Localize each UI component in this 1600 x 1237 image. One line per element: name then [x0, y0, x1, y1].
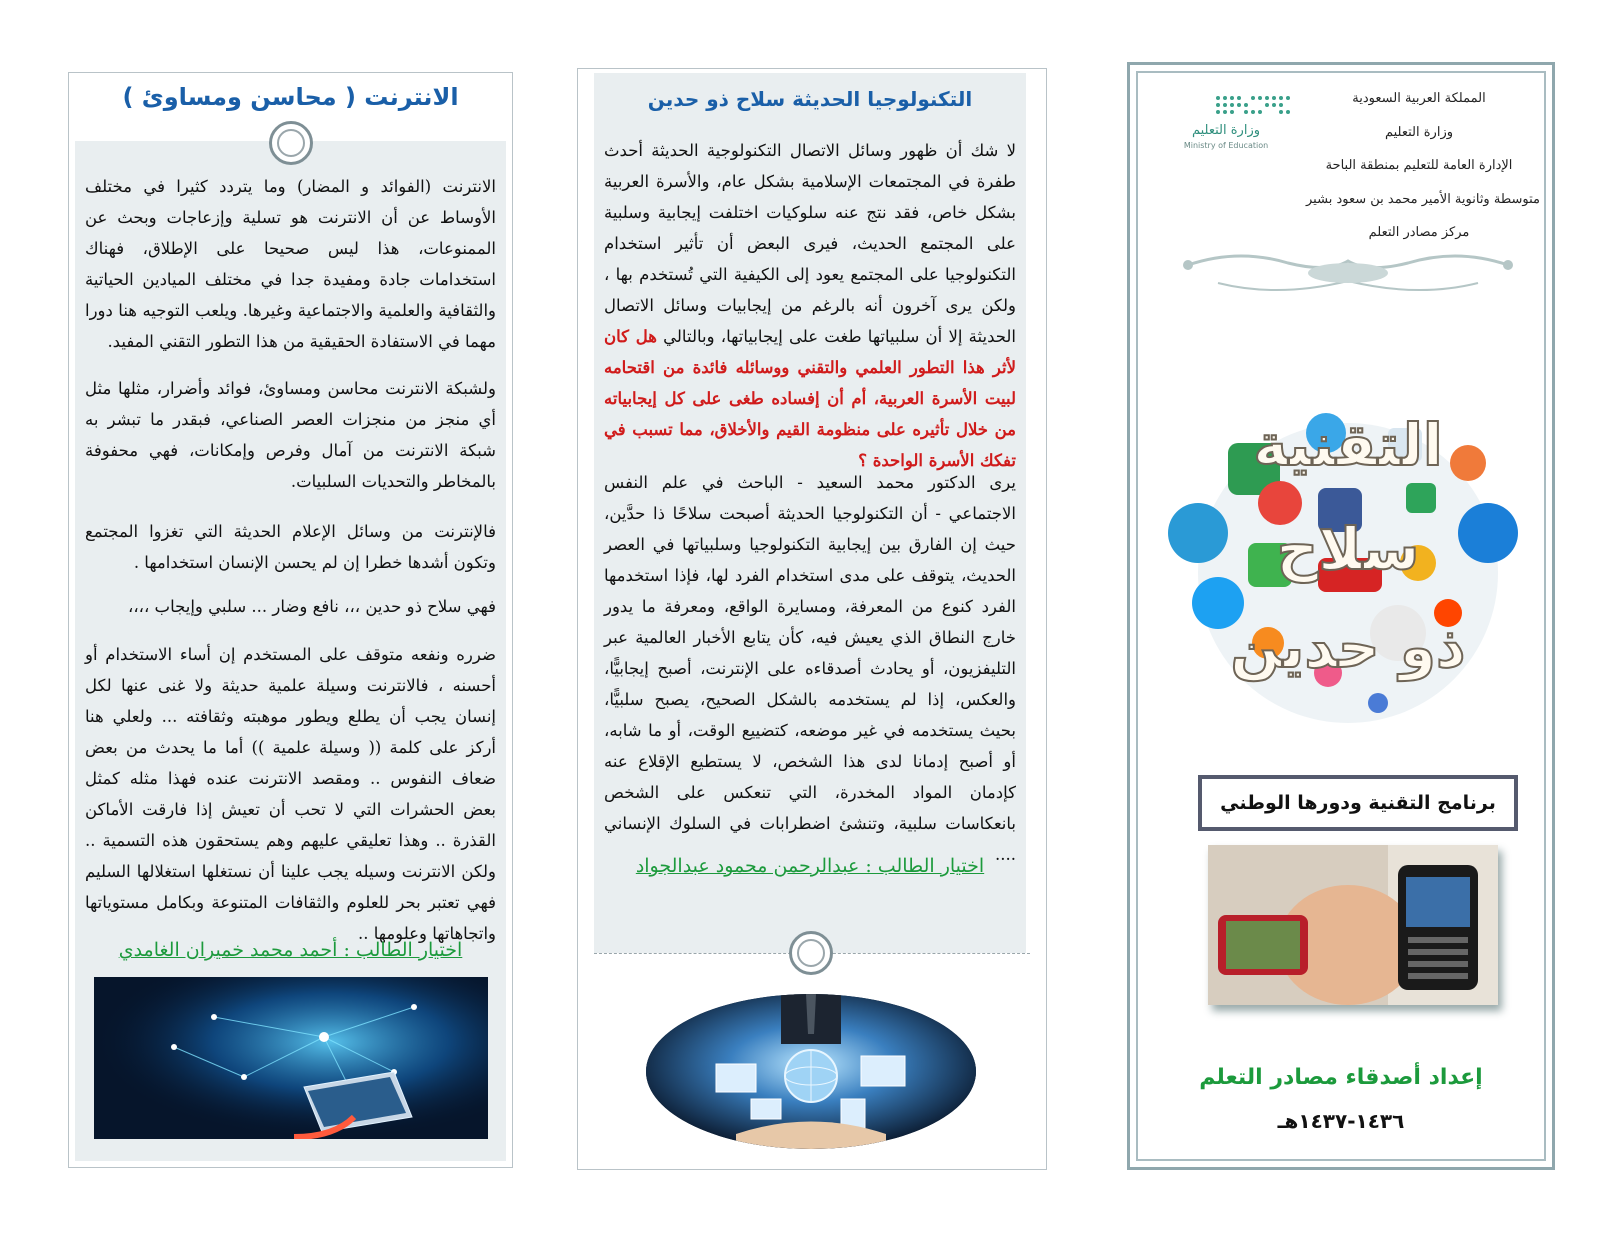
ring-ornament: [789, 931, 833, 975]
left-paragraph-2: ولشبكة الانترنت محاسن ومساوئ، فوائد وأضرار، مثلها مثل أي منجز من منجزات العصر الصناعي، فبقدر ما تبشر به شبكة الانترنت من آمال وفرص وإمكانات، فهي محفوفة بالمخاطر والتحديات السلبيات.: [85, 379, 496, 491]
left-paragraph-3: فالإنترنت من وسائل الإعلام الحديثة التي تغزوا المجتمع وتكون أشدها خطرا إن لم يحسن الإنسان استخدامها .: [85, 522, 496, 572]
cloud-text-double-edged: ذو حدين: [1230, 613, 1466, 681]
hands-globe-image: [646, 994, 976, 1149]
cloud-text-technology: التقنية: [1253, 411, 1443, 479]
hands-globe-graphic: [646, 994, 976, 1149]
program-title-box: برنامج التقنية ودورها الوطني: [1198, 775, 1518, 831]
middle-paragraph-1: [604, 135, 1016, 476]
flourish-ornament: [1178, 243, 1518, 303]
header-line-ministry: وزارة التعليم: [1384, 125, 1454, 140]
cover-panel: [1127, 62, 1555, 1170]
left-paragraph-4: فهي سلاح ذو حدين ،،، نافع وضار ... سلبي وإيجاب ،،،،: [128, 597, 496, 616]
ring-ornament: [269, 121, 313, 165]
header-line-directorate: الإدارة العامة للتعليم بمنطقة الباحة: [1325, 158, 1513, 173]
ministry-logo-dots-icon: [1168, 93, 1298, 123]
middle-panel-title: التكنولوجيا الحديثة سلاح ذو حدين: [647, 87, 973, 111]
phone-photo-graphic: [1208, 845, 1498, 1005]
middle-student-credit: اختيار الطالب : عبدالرحمن محمود عبدالجواد: [635, 855, 985, 877]
prepared-by: إعداد أصدقاء مصادر التعلم: [1199, 1065, 1483, 1090]
left-student-credit: اختيار الطالب : أحمد محمد خميران الغامدي: [118, 939, 463, 961]
ministry-logo-arabic: وزارة التعليم: [1191, 123, 1261, 138]
header-line-country: المملكة العربية السعودية: [1352, 91, 1486, 106]
left-panel-title: الانترنت ( محاسن ومساوئ ): [122, 83, 459, 111]
cover-frame: [1136, 71, 1546, 1161]
left-paragraph-1: الانترنت (الفوائد و المضار) وما يتردد كثيرا في مختلف الأوساط عن أن الانترنت هو تسلية وإزعاجات وبحث عن الممنوعات، هذا ليس صحيحا على الإطلاق، فهناك استخدامات جادة ومفيدة جدا في مختلف الميادين الحياتية والثقافية والعلمية والاجتماعية وغيرها. ويلعب التوجيه هنا دورا مهما في الاستفادة الحقيقية من هذا التطور التقني المفيد.: [85, 177, 496, 351]
middle-panel-body: [594, 73, 1026, 953]
ministry-logo-english: Ministry of Education: [1183, 141, 1269, 150]
header-line-school: متوسطة وثانوية الأمير محمد بن سعود بشير: [1306, 192, 1540, 207]
left-panel: [68, 72, 513, 1168]
hijri-years: ١٤٣٦-١٤٣٧هـ: [1277, 1109, 1405, 1133]
middle-panel: [577, 68, 1047, 1170]
ministry-logo: [1168, 93, 1298, 163]
middle-highlight-question: هل كان لأثر هذا التطور العلمي والتقني ووسائله فائدة من اقتحامه لبيت الأسرة العربية، أم أن إفساده طغى على كل إيجابياته من خلال تأثيره على منظومة القيم والأخلاق، مما تسبب في تفكك الأسرة الواحدة ؟: [604, 327, 1016, 470]
header-line-center: مركز مصادر التعلم: [1368, 225, 1470, 240]
network-technology-graphic: [94, 977, 488, 1139]
social-media-icon-cloud: [1168, 403, 1528, 743]
middle-paragraph-1-text: لا شك أن ظهور وسائل الاتصال التكنولوجية الحديثة أحدث طفرة في المجتمعات الإسلامية بشكل عام، والأسرة العربية بشكل خاص، فقد نتج عنه سلوكيات اختلفت إيجابية وسلبية على المجتمع الحديث، فيرى البعض أن تأثير استخدام التكنولوجيا على المجتمع يعود إلى الكيفية التي تُستخدم بها ، ولكن يرى آخرون أنه بالرغم من إيجابيات وسائل الاتصال الحديثة إلا أن سلبياتها طغت على إيجابياتها، وبالتالي: [604, 141, 1016, 346]
cloud-text-weapon: سلاح: [1276, 515, 1420, 583]
left-panel-body: [75, 141, 506, 1161]
middle-paragraph-2: يرى الدكتور محمد السعيد - الباحث في علم النفس الاجتماعي - أن التكنولوجيا الحديثة أصبحت سلاحًا ذا حدَّين، حيث إن الفارق بين إيجابية التكنولوجيا وسلبياتها في العصر الحديث، يتوقف على مدى استخدام الفرد لها، فإذا استخدمها الفرد كنوع من المعرفة، ومسايرة الواقع، ومعرفة ما يدور خارج النطاق الذي يعيش فيه، كأن يتابع الأخبار العالمية عبر التليفزيون، أو يحادث أصدقاءه على الإنترنت، أصبح إيجابيًّا، والعكس، إذا لم يستخدمه بالشكل الصحيح، يصبح سلبيًّا، بحيث يستخدمه في غير موضعه، كتضييع الوقت، أو ما شابه، أو أصبح إدمانا لدى هذا الشخص، لا يستطيع الإقلاع عنه كإدمان المواد المخدرة، التي تنعكس على الشخص بانعكاسات سلبية، وتنشئ اضطرابات في السلوك الإنساني ....: [604, 473, 1016, 864]
phone-photo: [1208, 845, 1498, 1005]
network-technology-image: [94, 977, 488, 1139]
left-paragraph-5: ضرره ونفعه متوقف على المستخدم إن أساء الاستخدام أو أحسنه ، فالانترنت وسيلة علمية حديثة ولا غنى عنها لكل إنسان يجب أن يطلع ويطور موهبته وثقافته ... ولعلي هنا أركز على كلمة (( وسيلة علمية )) أما ما يحدث من بعض ضعاف النفوس .. ومقصد الانترنت عنده فهذا مثله كمثل بعض الحشرات التي لا تحب أن تعيش إذا فارقت الأماكن القذرة .. وهذا تعليقي عليهم وهم يستحقون هذه التسمية .. ولكن الانترنت وسيله يجب علينا أن نستغلها استغلالها السليم فهي تعتبر بحر للعلوم والثقافات المتنوعة وبكامل مستوياتها واتجاهاتها وعلومها ..: [85, 645, 496, 943]
